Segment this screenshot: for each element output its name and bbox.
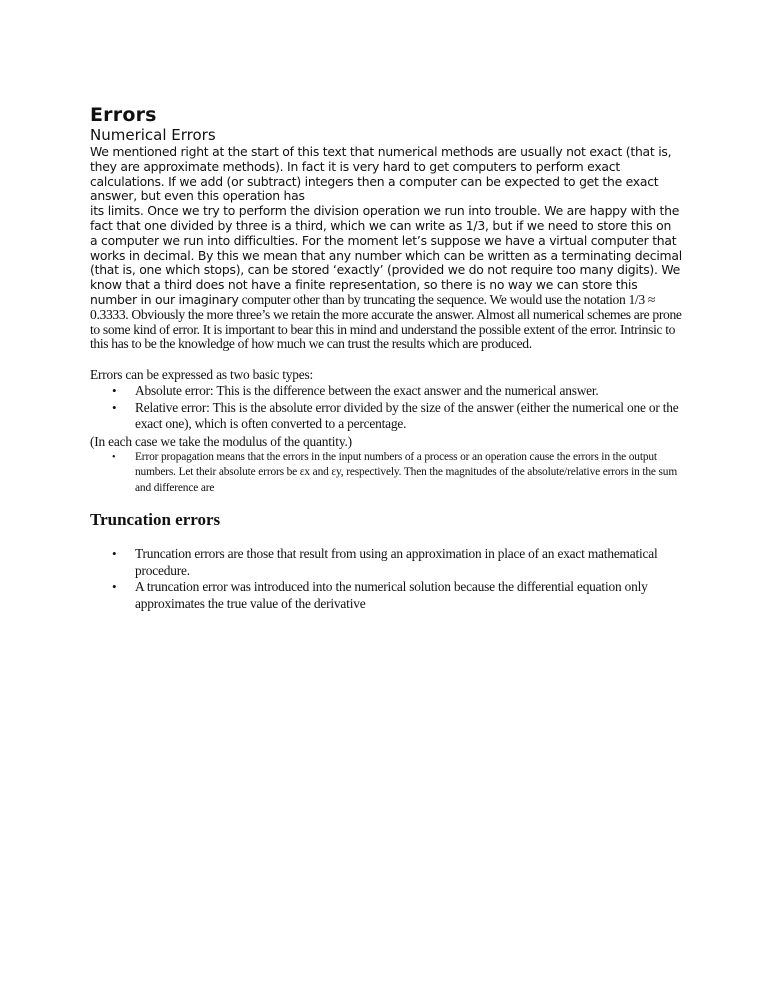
error-types-intro: Errors can be expressed as two basic types: bbox=[90, 367, 314, 383]
paragraph-division-sans: its limits. Once we try to perform the division operation we run into trouble. We are happy with the fact that one divided by three is a third, which we can write as 1/3, but if we need to store this on a computer we run into difficulties. For the moment let’s suppose we have a virtual computer that works in decimal. By this we mean that any number which can be written as a terminating decimal (that is, one which stops), can be stored ‘exactly’ (provided we do not require too many digits). We know that a third does not have a finite representation, so there is no way we can store this number in our imaginary bbox=[90, 203, 682, 307]
list-item-text: Truncation errors are those that result from using an approximation in place of an exact mathematical procedure. bbox=[135, 546, 658, 578]
bullet-icon: • bbox=[112, 399, 117, 415]
section-heading-numerical-errors: Numerical Errors bbox=[90, 126, 216, 144]
bullet-icon: • bbox=[112, 451, 116, 463]
modulus-note: (In each case we take the modulus of the quantity.) bbox=[90, 433, 352, 449]
list-item bbox=[90, 383, 682, 400]
list-item-text: Error propagation means that the errors in the input numbers of a process or an operation cause the errors in the output numbers. Let their absolute errors be εx and εy, respectively. Then the magnitudes of the absolute/relative errors in the sum and difference are bbox=[135, 450, 678, 494]
list-item bbox=[90, 450, 682, 497]
bullet-icon: • bbox=[112, 579, 117, 595]
error-types-list bbox=[90, 383, 682, 433]
list-item-text: Relative error: This is the absolute error divided by the size of the answer (either the numerical one or the exact one), which is often converted to a percentage. bbox=[135, 399, 679, 432]
bullet-icon: • bbox=[112, 383, 117, 399]
propagation-list bbox=[90, 450, 682, 497]
list-item-text: A truncation error was introduced into the numerical solution because the differential equation only approximates the true value of the derivative bbox=[135, 579, 648, 611]
bullet-icon: • bbox=[112, 546, 117, 562]
paragraph-division bbox=[90, 204, 682, 352]
section-heading-truncation-errors: Truncation errors bbox=[90, 510, 221, 530]
list-item bbox=[90, 400, 682, 433]
list-item bbox=[90, 579, 682, 612]
page-title: Errors bbox=[90, 104, 157, 126]
list-item-text: Absolute error: This is the difference between the exact answer and the numerical answer. bbox=[135, 383, 599, 399]
list-item bbox=[90, 546, 682, 579]
paragraph-division-serif: computer other than by truncating the sequence. We would use the notation 1/3 ≈ 0.3333. Obviously the more three’s we retain the more accurate the answer. Almost all numerical schemes are prone to some kind of error. It is important to bear this in mind and understand the possible extent of the error. Intrinsic to this has to be the knowledge of how much we can trust the results which are produced. bbox=[90, 291, 682, 352]
document-page bbox=[90, 104, 682, 612]
truncation-list bbox=[90, 546, 682, 612]
paragraph-intro: We mentioned right at the start of this text that numerical methods are usually not exact (that is, they are approximate methods). In fact it is very hard to get computers to perform exact calculations. If we add (or subtract) integers then a computer can be expected to get the exact answer, but even this operation has bbox=[90, 144, 672, 204]
